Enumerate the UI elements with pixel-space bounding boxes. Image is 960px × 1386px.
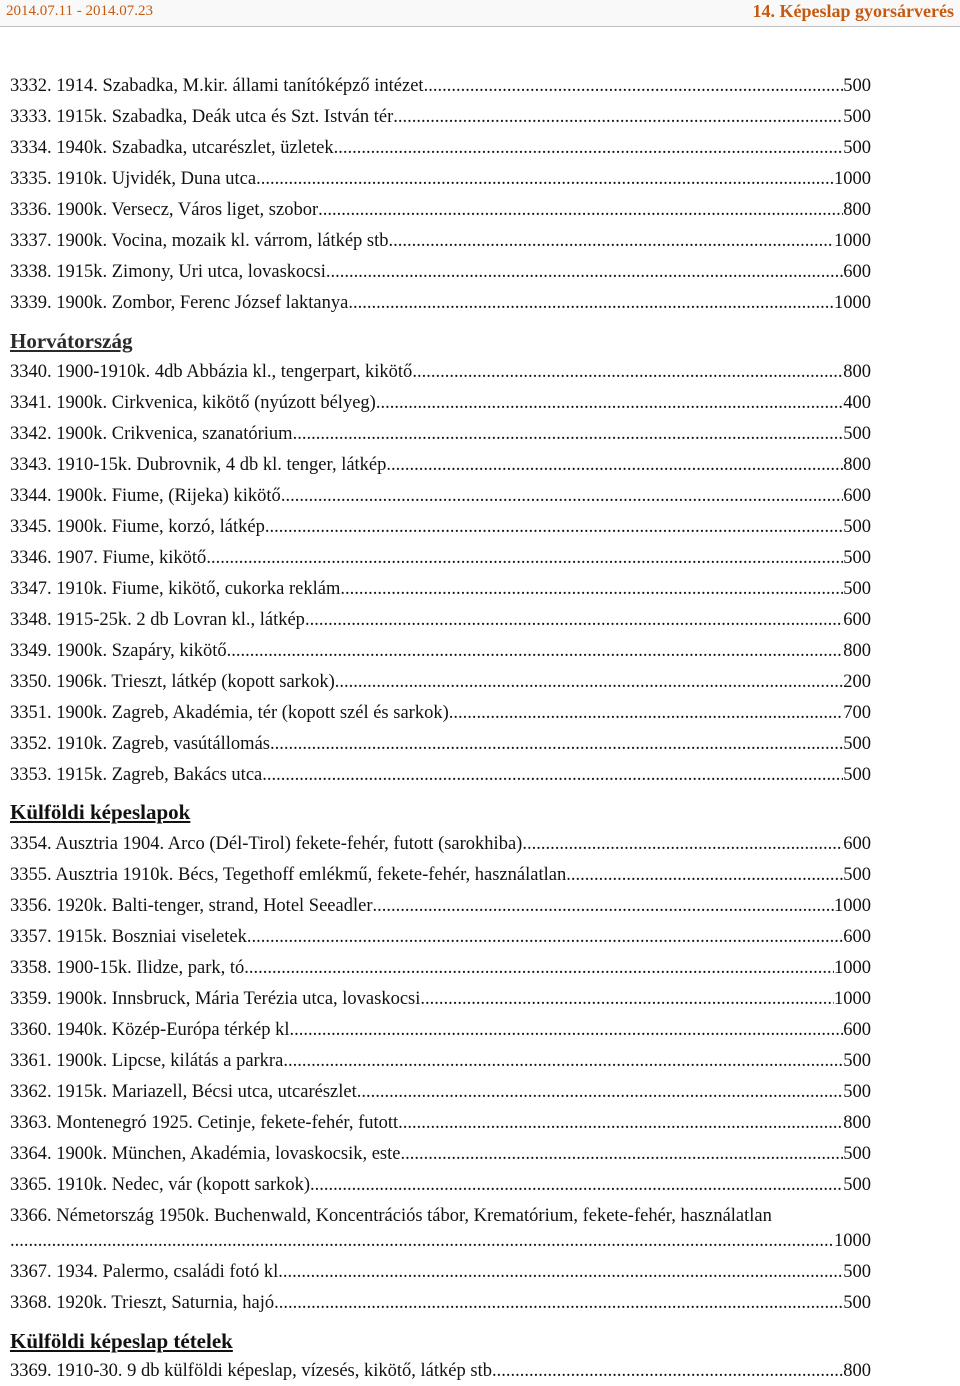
lot-entry <box>10 829 871 859</box>
leader-dots <box>318 195 843 225</box>
leader-dots <box>262 760 843 790</box>
lot-price: 500 <box>843 1051 871 1071</box>
lot-text: 3332. 1914. Szabadka, M.kir. állami tanítóképző intézet <box>10 76 424 96</box>
lot-text: 3337. 1900k. Vocina, mozaik kl. várrom, látkép stb. <box>10 231 394 251</box>
lot-text: 3340. 1900-1910k. 4db Abbázia kl., tengerpart, kikötő <box>10 362 413 382</box>
lot-text: 3349. 1900k. Szapáry, kikötő <box>10 641 227 661</box>
lot-price: 600 <box>843 927 871 947</box>
lot-entry <box>10 1077 871 1107</box>
lot-price: 500 <box>843 138 871 158</box>
leader-dots <box>497 1356 844 1386</box>
lot-entry <box>10 164 871 194</box>
leader-dots <box>357 1077 844 1107</box>
lot-text: 3348. 1915-25k. 2 db Lovran kl., látkép <box>10 610 305 630</box>
lot-entry <box>10 1170 871 1200</box>
lot-price: 1000 <box>834 231 871 251</box>
lot-price: 500 <box>843 1293 871 1313</box>
section-heading-foreign-postcard-lots: Külföldi képeslap tételek <box>10 1329 233 1353</box>
lot-entry <box>10 1257 871 1287</box>
leader-dots <box>247 922 843 952</box>
lot-text: 3362. 1915k. Mariazell, Bécsi utca, utcarészlet <box>10 1082 357 1102</box>
lot-price: 1000 <box>834 989 871 1009</box>
leader-dots <box>206 543 843 573</box>
lot-price: 800 <box>843 200 871 220</box>
lot-price: 500 <box>843 1082 871 1102</box>
lot-entry <box>10 257 871 287</box>
lot-text: 3355. Ausztria 1910k. Bécs, Tegethoff emlékmű, fekete-fehér, használatlan <box>10 865 567 885</box>
lot-price: 500 <box>843 517 871 537</box>
leader-dots <box>305 605 843 635</box>
lot-price: 600 <box>843 834 871 854</box>
lot-text: 3338. 1915k. Zimony, Uri utca, lovaskocsi <box>10 262 326 282</box>
lot-text: 3369. 1910-30. 9 db külföldi képeslap, vízesés, kikötő, látkép stb. <box>10 1361 497 1381</box>
leader-dots <box>401 1139 844 1169</box>
lot-price: 1000 <box>834 293 871 313</box>
leader-dots <box>522 829 843 859</box>
lot-entry <box>10 388 871 418</box>
lot-entry <box>10 984 871 1014</box>
lot-price: 500 <box>843 865 871 885</box>
lot-entry <box>10 729 871 759</box>
lot-entry <box>10 891 871 921</box>
lot-price: 700 <box>843 703 871 723</box>
lot-text: 3364. 1900k. München, Akadémia, lovaskocsik, este <box>10 1144 401 1164</box>
lot-text: 3344. 1900k. Fiume, (Rijeka) kikötő <box>10 486 281 506</box>
lot-text: 3358. 1900-15k. Ilidze, park, tó <box>10 958 245 978</box>
lot-text: 3360. 1940k. Közép-Európa térkép kl. <box>10 1020 295 1040</box>
header-title: 14. Képeslap gyorsárverés <box>752 1 954 21</box>
section-heading-foreign-postcards: Külföldi képeslapok <box>10 800 191 824</box>
lot-text: 3354. Ausztria 1904. Arco (Dél-Tirol) fekete-fehér, futott (sarokhiba) <box>10 834 523 854</box>
leader-dots <box>281 481 843 511</box>
lot-text: 3351. 1900k. Zagreb, Akadémia, tér (kopott szél és sarkok) <box>10 703 449 723</box>
lot-text: 3361. 1900k. Lipcse, kilátás a parkra <box>10 1051 284 1071</box>
lot-entry <box>10 760 871 790</box>
lot-entry <box>10 543 871 573</box>
lot-text: 3342. 1900k. Crikvenica, szanatórium <box>10 424 293 444</box>
lot-entry <box>10 1108 871 1138</box>
leader-dots <box>244 953 834 983</box>
lot-price: 500 <box>843 734 871 754</box>
lot-price: 1000 <box>834 1231 871 1251</box>
leader-dots <box>265 512 843 542</box>
lot-entry <box>10 574 871 604</box>
lot-price: 800 <box>843 641 871 661</box>
lot-entry <box>10 288 871 318</box>
page-header <box>0 0 960 27</box>
lot-entry <box>10 226 871 256</box>
lot-price: 400 <box>843 393 871 413</box>
leader-dots <box>270 729 843 759</box>
lot-price: 600 <box>843 486 871 506</box>
lot-entry <box>10 1139 871 1169</box>
lot-entry <box>10 450 871 480</box>
lot-text: 3339. 1900k. Zombor, Ferenc József laktanya <box>10 293 349 313</box>
lot-text: 3345. 1900k. Fiume, korzó, látkép <box>10 517 265 537</box>
lot-price: 500 <box>843 76 871 96</box>
lot-text: 3341. 1900k. Cirkvenica, kikötő (nyúzott bélyeg) <box>10 393 376 413</box>
lot-price: 200 <box>843 672 871 692</box>
section-heading-croatia: Horvátország <box>10 329 133 353</box>
leader-dots <box>294 1015 843 1045</box>
lot-text: 3367. 1934. Palermo, családi fotó kl. <box>10 1262 283 1282</box>
lot-price: 600 <box>843 262 871 282</box>
lot-entry <box>10 71 871 101</box>
lot-text: 3350. 1906k. Trieszt, látkép (kopott sarkok) <box>10 672 335 692</box>
lot-text: 3368. 1920k. Trieszt, Saturnia, hajó <box>10 1293 275 1313</box>
lot-text: 3334. 1940k. Szabadka, utcarészlet, üzletek <box>10 138 334 158</box>
leader-dots <box>326 257 843 287</box>
lot-price: 800 <box>843 1361 871 1381</box>
lot-entry <box>10 1356 871 1386</box>
lot-entry <box>10 481 871 511</box>
leader-dots <box>283 1257 843 1287</box>
leader-dots <box>348 288 834 318</box>
lot-entry-3366-price-line <box>10 1226 871 1256</box>
lot-price: 500 <box>843 1175 871 1195</box>
lot-text-3366: 3366. Németország 1950k. Buchenwald, Koncentrációs tábor, Krematórium, fekete-fehér, használatlan <box>10 1206 772 1226</box>
lot-price: 1000 <box>834 169 871 189</box>
leader-dots <box>398 1108 843 1138</box>
lot-entry <box>10 512 871 542</box>
lot-text: 3363. Montenegró 1925. Cetinje, fekete-fehér, futott <box>10 1113 399 1133</box>
leader-dots <box>420 984 834 1014</box>
leader-dots <box>227 636 844 666</box>
lot-text: 3347. 1910k. Fiume, kikötő, cukorka reklám <box>10 579 341 599</box>
lot-text: 3336. 1900k. Versecz, Város liget, szobor <box>10 200 319 220</box>
lot-text: 3333. 1915k. Szabadka, Deák utca és Szt. István tér <box>10 107 394 127</box>
lot-entry <box>10 102 871 132</box>
leader-dots <box>393 226 834 256</box>
leader-dots <box>274 1288 843 1318</box>
lot-price: 500 <box>843 1262 871 1282</box>
lot-text: 3352. 1910k. Zagreb, vasútállomás <box>10 734 270 754</box>
lot-text: 3359. 1900k. Innsbruck, Mária Terézia utca, lovaskocsi <box>10 989 421 1009</box>
lot-price: 800 <box>843 362 871 382</box>
lot-price: 500 <box>843 765 871 785</box>
lot-text: 3365. 1910k. Nedec, vár (kopott sarkok) <box>10 1175 311 1195</box>
lot-text: 3357. 1915k. Boszniai viseletek <box>10 927 247 947</box>
lot-price: 500 <box>843 107 871 127</box>
leader-dots <box>283 1046 843 1076</box>
leader-dots <box>335 667 843 697</box>
lot-text: 3343. 1910-15k. Dubrovnik, 4 db kl. tenger, látkép <box>10 455 387 475</box>
lot-price: 500 <box>843 1144 871 1164</box>
lot-entry <box>10 133 871 163</box>
leader-dots <box>449 698 844 728</box>
lot-entry <box>10 667 871 697</box>
leader-dots <box>424 71 844 101</box>
leader-dots <box>293 419 844 449</box>
lot-entry <box>10 860 871 890</box>
lot-text: 3356. 1920k. Balti-tenger, strand, Hotel Seeadler <box>10 896 373 916</box>
leader-dots <box>372 891 834 921</box>
lot-price: 500 <box>843 579 871 599</box>
leader-dots <box>393 102 843 132</box>
leader-dots <box>310 1170 843 1200</box>
leader-dots <box>412 357 843 387</box>
lot-price: 800 <box>843 455 871 475</box>
lot-entry <box>10 636 871 666</box>
lot-price: 500 <box>843 548 871 568</box>
lot-price: 800 <box>843 1113 871 1133</box>
leader-dots <box>566 860 843 890</box>
lot-entry <box>10 698 871 728</box>
lot-text: 3353. 1915k. Zagreb, Bakács utca <box>10 765 263 785</box>
lot-entry <box>10 1046 871 1076</box>
lot-price: 1000 <box>834 896 871 916</box>
lot-entry <box>10 419 871 449</box>
leader-dots <box>386 450 843 480</box>
lot-entry <box>10 922 871 952</box>
lot-entry <box>10 1015 871 1045</box>
lot-text: 3346. 1907. Fiume, kikötő <box>10 548 207 568</box>
leader-dots <box>256 164 834 194</box>
lot-price: 1000 <box>834 958 871 978</box>
lot-entry <box>10 195 871 225</box>
leader-dots <box>10 1226 834 1256</box>
lot-price: 600 <box>843 1020 871 1040</box>
lot-price: 500 <box>843 424 871 444</box>
lot-entry <box>10 605 871 635</box>
lot-entry <box>10 953 871 983</box>
leader-dots <box>376 388 843 418</box>
leader-dots <box>340 574 843 604</box>
lot-text: 3335. 1910k. Ujvidék, Duna utca <box>10 169 257 189</box>
header-dates: 2014.07.11 - 2014.07.23 <box>6 3 153 19</box>
lot-entry <box>10 1288 871 1318</box>
leader-dots <box>334 133 844 163</box>
lot-entry <box>10 357 871 387</box>
lot-price: 600 <box>843 610 871 630</box>
